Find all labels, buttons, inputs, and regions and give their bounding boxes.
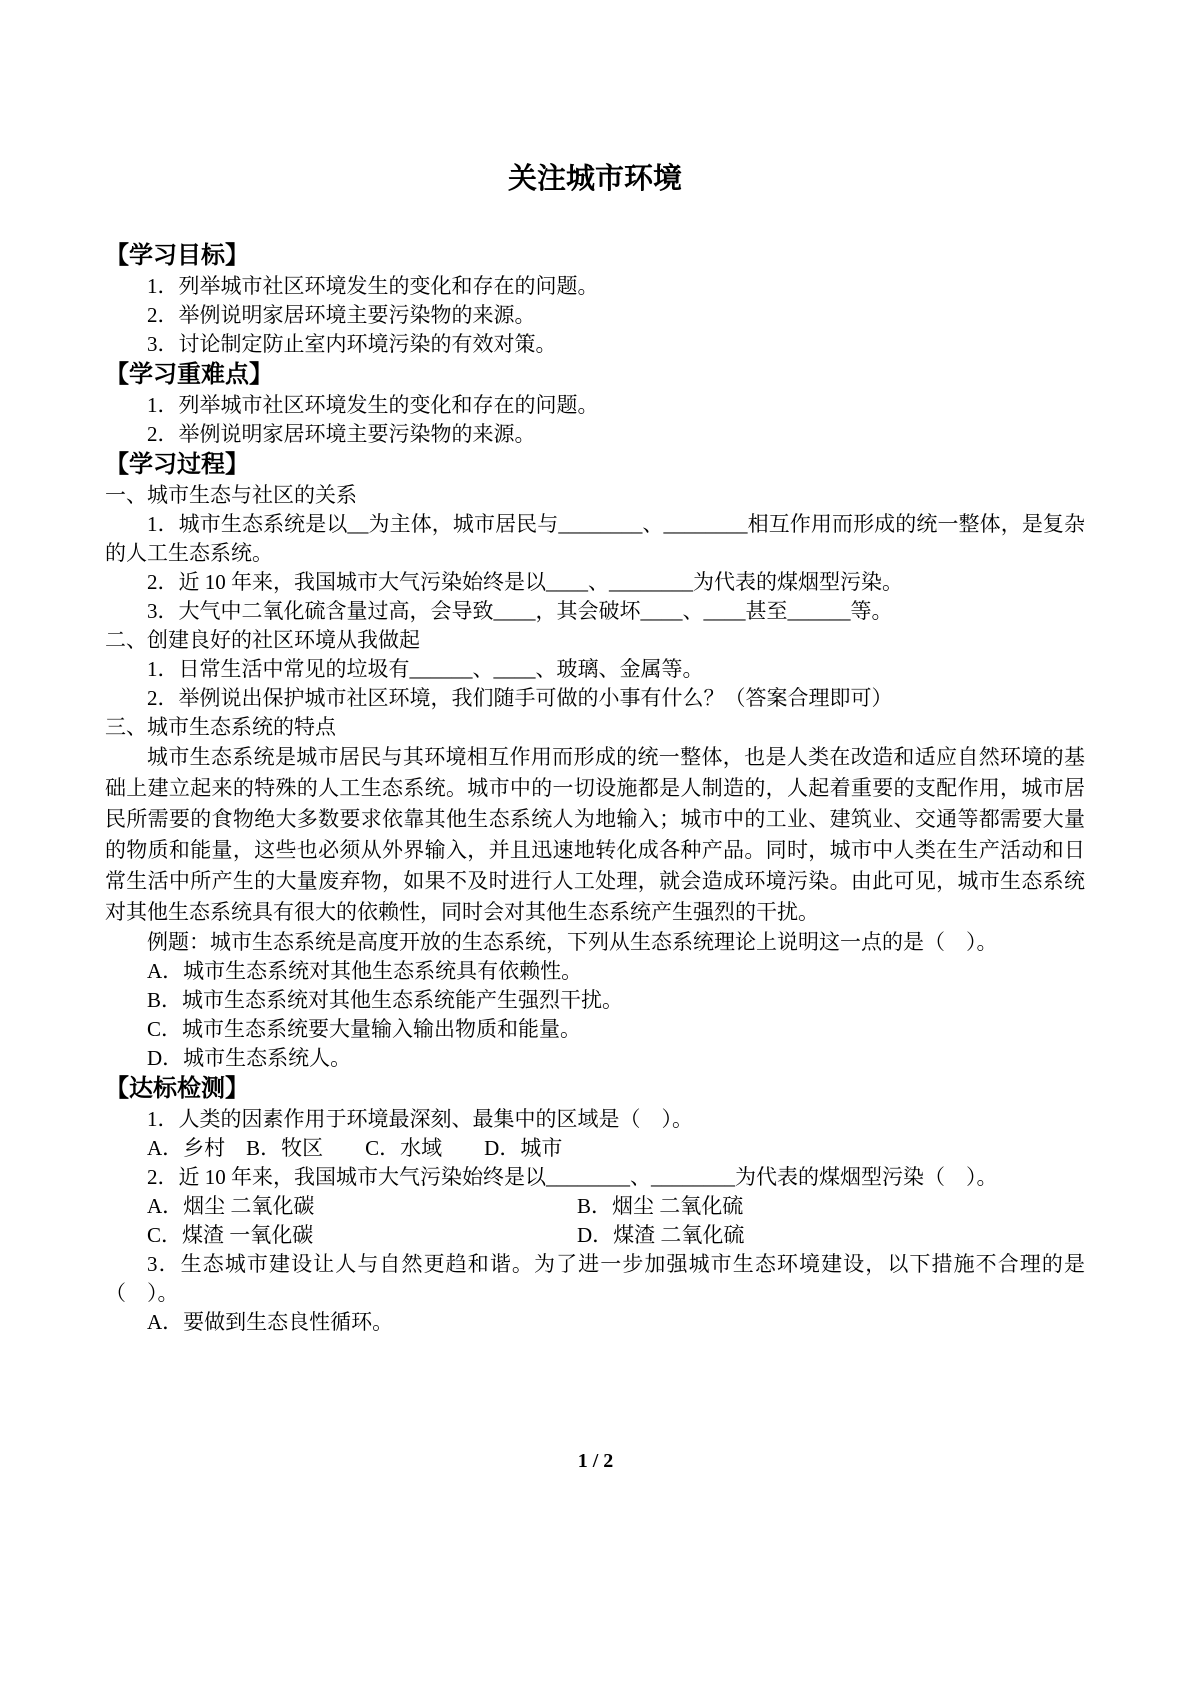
body-paragraph: 城市生态系统是城市居民与其环境相互作用而形成的统一整体，也是人类在改造和适应自然环境的基础上建立起来的特殊的人工生态系统。城市中的一切设施都是人制造的，人起着重要的支配作用，城市居民所需要的食物绝大多数要求依靠其他生态系统人为地输入；城市中的工业、建筑业、交通等都需要大量的物质和能量，这些也必须从外界输入，并且迅速地转化成各种产品。同时，城市中人类在生产活动和日常生活中所产生的大量废弃物，如果不及时进行人工处理，就会造成环境污染。由此可见，城市生态系统对其他生态系统具有很大的依赖性，同时会对其他生态系统产生强烈的干扰。: [105, 745, 1085, 924]
fill-in-blank-item: 2．近 10 年来，我国城市大气污染始终是以____、________为代表的煤烟型污染。: [147, 570, 903, 594]
key-point-item: 1．列举城市社区环境发生的变化和存在的问题。: [147, 393, 599, 417]
document-title: 关注城市环境: [507, 163, 682, 195]
subsection-heading-part2: 二、创建良好的社区环境从我做起: [105, 628, 420, 652]
page-number: 1 / 2: [577, 1450, 614, 1472]
example-option: A．城市生态系统对其他生态系统具有依赖性。: [147, 959, 583, 983]
assessment-question: 2．近 10 年来，我国城市大气污染始终是以________、________为代表的煤烟型污染（ ）。: [147, 1165, 998, 1189]
fill-in-blank-item: 1．城市生态系统是以__为主体，城市居民与________、________相互作用而形成的统一整体，是复杂的人工生态系统。: [105, 512, 1085, 565]
assessment-option: A．烟尘 二氧化碳: [147, 1194, 315, 1218]
section-header-learning-process: 【学习过程】: [105, 452, 249, 478]
assessment-question: 3．生态城市建设让人与自然更趋和谐。为了进一步加强城市生态环境建设，以下措施不合理的是（ ）。: [105, 1252, 1085, 1305]
key-point-item: 2．举例说明家居环境主要污染物的来源。: [147, 422, 536, 446]
assessment-options-line: A．乡村 B．牧区 C．水域 D．城市: [147, 1136, 563, 1160]
assessment-option: C．煤渣 一氧化碳: [147, 1223, 314, 1247]
example-option: B．城市生态系统对其他生态系统能产生强烈干扰。: [147, 988, 624, 1012]
example-option: D．城市生态系统人。: [147, 1046, 352, 1070]
section-header-learning-goals: 【学习目标】: [105, 243, 249, 269]
assessment-options-row: [105, 1221, 1085, 1250]
fill-in-blank-item: 2．举例说出保护城市社区环境，我们随手可做的小事有什么？（答案合理即可）: [147, 686, 893, 710]
assessment-options-row: [105, 1192, 1085, 1221]
learning-goal-item: 1．列举城市社区环境发生的变化和存在的问题。: [147, 274, 599, 298]
example-question: 例题：城市生态系统是高度开放的生态系统，下列从生态系统理论上说明这一点的是（ ）。: [147, 930, 998, 954]
section-header-key-points: 【学习重难点】: [105, 362, 273, 388]
example-option: C．城市生态系统要大量输入输出物质和能量。: [147, 1017, 582, 1041]
fill-in-blank-item: 1．日常生活中常见的垃圾有______、____、玻璃、金属等。: [147, 657, 704, 681]
subsection-heading-part3: 三、城市生态系统的特点: [105, 715, 336, 739]
section-header-assessment: 【达标检测】: [105, 1076, 249, 1102]
assessment-option: D．煤渣 二氧化硫: [577, 1223, 745, 1247]
assessment-option: B．烟尘 二氧化硫: [577, 1194, 744, 1218]
assessment-option: A．要做到生态良性循环。: [147, 1310, 394, 1334]
learning-goal-item: 2．举例说明家居环境主要污染物的来源。: [147, 303, 536, 327]
subsection-heading-part1: 一、城市生态与社区的关系: [105, 483, 357, 507]
fill-in-blank-item: 3．大气中二氧化硫含量过高，会导致____，其会破坏____、____甚至______等。: [147, 599, 893, 623]
assessment-question: 1．人类的因素作用于环境最深刻、最集中的区域是（ ）。: [147, 1107, 693, 1131]
learning-goal-item: 3．讨论制定防止室内环境污染的有效对策。: [147, 332, 557, 356]
